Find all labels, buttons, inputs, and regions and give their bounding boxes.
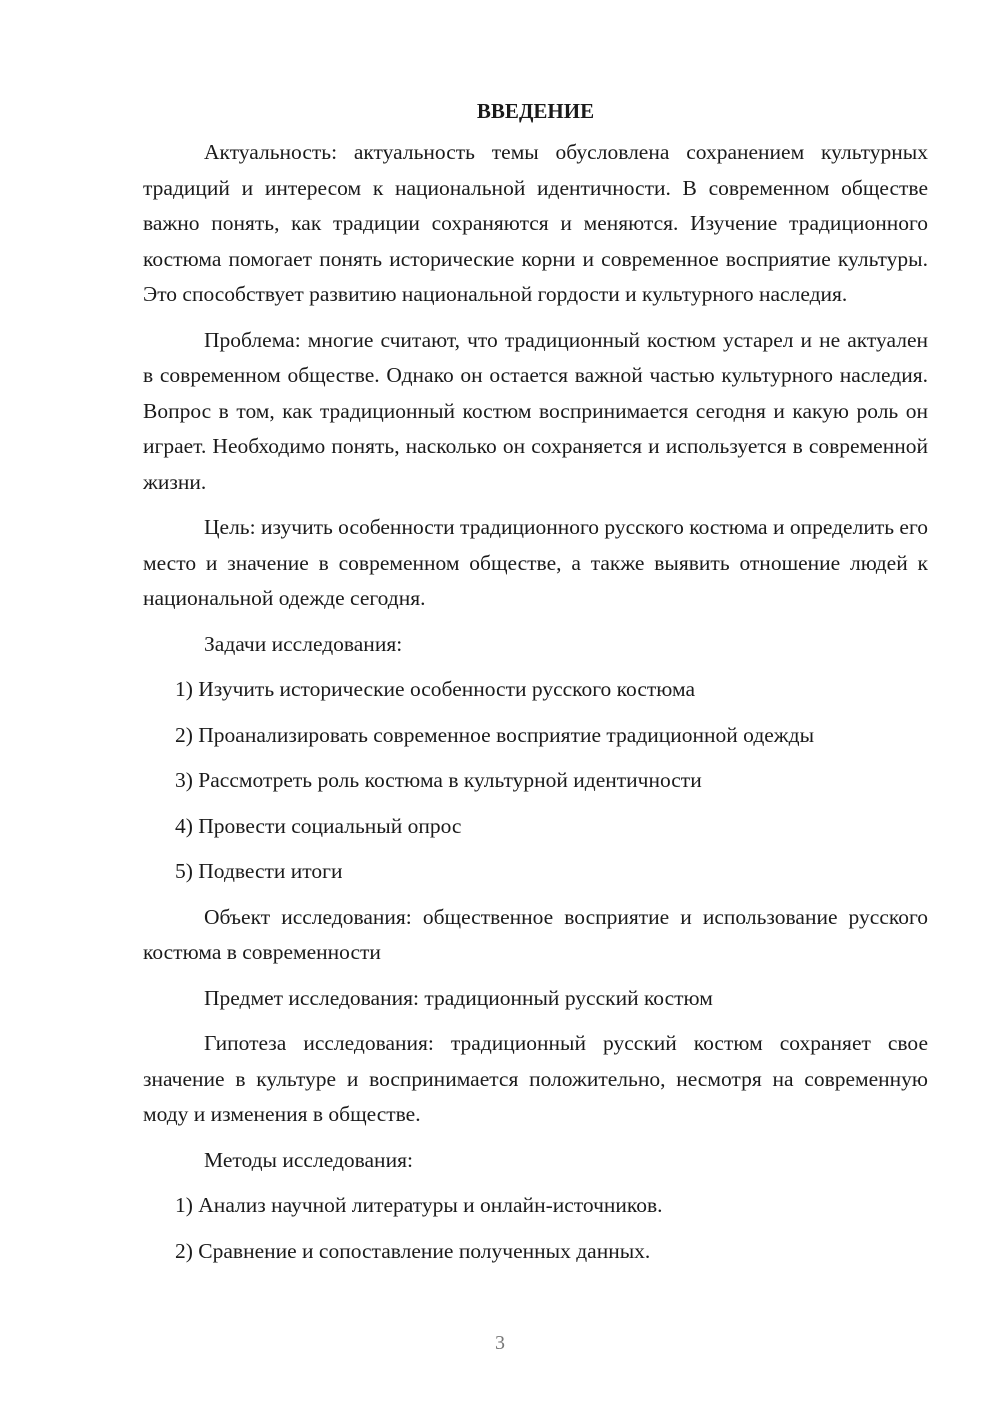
task-item: 4) Провести социальный опрос <box>175 813 462 838</box>
problem-paragraph: Проблема: многие считают, что традиционный костюм устарел и не актуален в современном обществе. Однако он остается важной частью культурного наследия. Вопрос в том, как традиционный костюм воспринимается сегодня и какую роль он играет. Необходимо понять, насколько он сохраняется и используется в современной жизни. <box>143 327 928 494</box>
task-item: 1) Изучить исторические особенности русского костюма <box>175 677 696 701</box>
document-page <box>143 96 928 1279</box>
method-item: 2) Сравнение и сопоставление полученных данных. <box>175 1238 651 1263</box>
task-item: 2) Проанализировать современное восприятие традиционной одежды <box>175 722 815 747</box>
object-paragraph: Объект исследования: общественное восприятие и использование русского костюма в современности <box>143 904 928 964</box>
goal-paragraph: Цель: изучить особенности традиционного русского костюма и определить его место и значение в современном обществе, а также выявить отношение людей к национальной одежде сегодня. <box>143 515 928 610</box>
section-title: ВВЕДЕНИЕ <box>476 99 595 123</box>
page-number: 3 <box>495 1332 505 1354</box>
tasks-heading: Задачи исследования: <box>204 631 403 656</box>
subject-paragraph: Предмет исследования: традиционный русский костюм <box>204 985 713 1010</box>
task-item: 3) Рассмотреть роль костюма в культурной идентичности <box>175 768 702 792</box>
method-item: 1) Анализ научной литературы и онлайн-источников. <box>175 1193 663 1217</box>
hypothesis-paragraph: Гипотеза исследования: традиционный русский костюм сохраняет свое значение в культуре и воспринимается положительно, несмотря на современную моду и изменения в обществе. <box>143 1031 928 1126</box>
task-item: 5) Подвести итоги <box>175 859 343 883</box>
methods-heading: Методы исследования: <box>204 1147 413 1172</box>
relevance-paragraph: Актуальность: актуальность темы обусловлена сохранением культурных традиций и интересом к национальной идентичности. В современном обществе важно понять, как традиции сохраняются и меняются. Изучение традиционного костюма помогает понять исторические корни и современное восприятие культуры. Это способствует развитию национальной гордости и культурного наследия. <box>143 140 928 306</box>
